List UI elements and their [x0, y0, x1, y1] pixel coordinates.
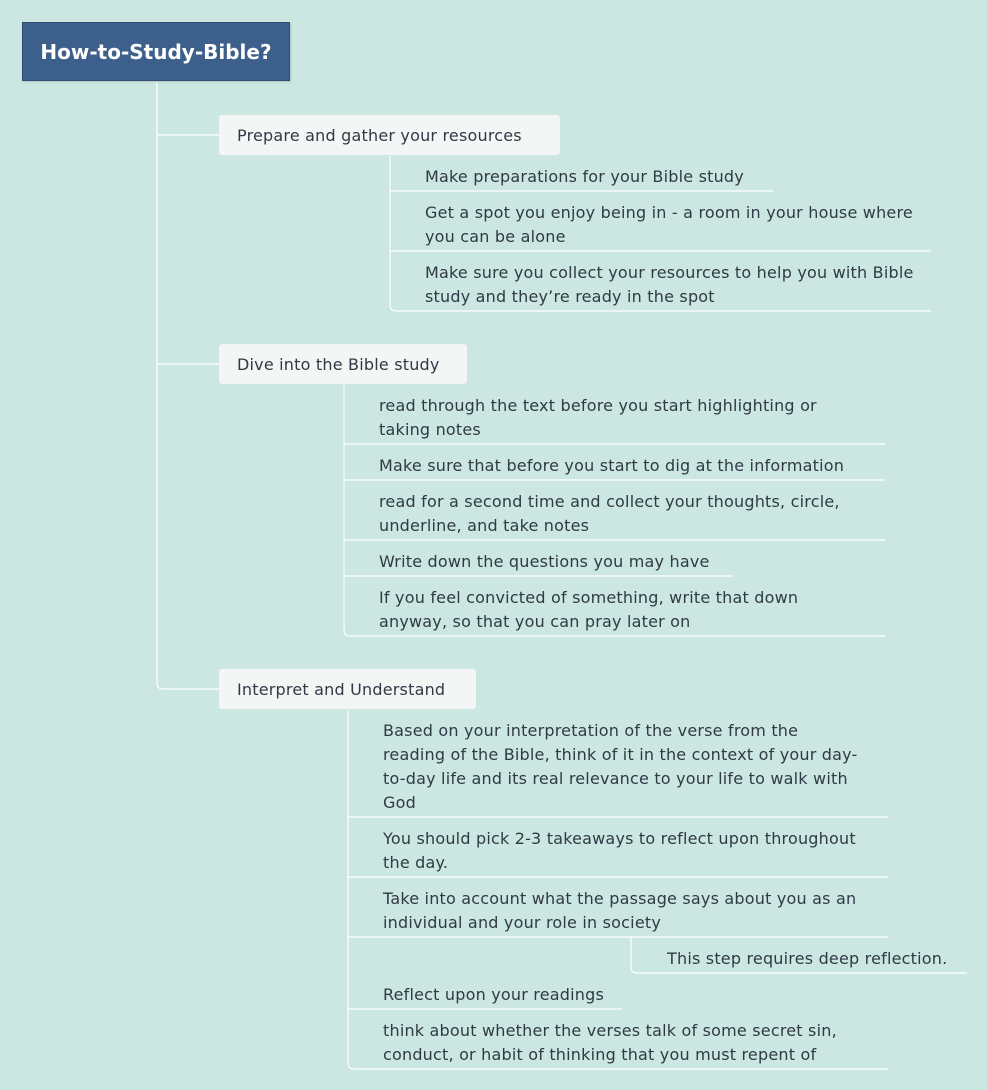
- topic-take-into-account[interactable]: Take into account what the passage says about you as an individual and your role in society: [383, 889, 857, 932]
- root-topic-label: How-to-Study-Bible?: [40, 39, 272, 64]
- topic-make-preparations[interactable]: Make preparations for your Bible study: [425, 167, 744, 186]
- subtopic-deep-reflection[interactable]: This step requires deep reflection.: [667, 949, 948, 968]
- branch-interpret-understand[interactable]: [219, 669, 476, 709]
- branch-prepare-resources[interactable]: [219, 115, 560, 155]
- topic-before-you-dig[interactable]: Make sure that before you start to dig at the information: [379, 456, 845, 475]
- root-topic[interactable]: [22, 22, 290, 81]
- branch-dive-into-study[interactable]: [219, 344, 467, 384]
- topic-secret-sin[interactable]: think about whether the verses talk of some secret sin, conduct, or habit of thinking that you must repent of: [383, 1021, 837, 1064]
- topic-pick-takeaways[interactable]: You should pick 2-3 takeaways to reflect upon throughout the day.: [383, 829, 856, 872]
- branch-label: Dive into the Bible study: [237, 354, 440, 374]
- topic-read-through-text[interactable]: read through the text before you start highlighting or taking notes: [379, 396, 817, 439]
- topic-reflect-upon-readings[interactable]: Reflect upon your readings: [383, 985, 605, 1004]
- connector-root-trunk: [157, 82, 219, 689]
- topic-collect-resources[interactable]: Make sure you collect your resources to help you with Bible study and they’re ready in the spot: [425, 263, 914, 306]
- topic-get-a-spot[interactable]: Get a spot you enjoy being in - a room in your house where you can be alone: [425, 203, 913, 246]
- branch-label: Prepare and gather your resources: [237, 125, 522, 145]
- branch-label: Interpret and Understand: [237, 679, 446, 699]
- topic-based-on-interpretation[interactable]: Based on your interpretation of the verse from the reading of the Bible, think of it in the context of your day-to-day life and its real relevance to your life to walk with God: [383, 721, 858, 812]
- topic-feel-convicted[interactable]: If you feel convicted of something, write that down anyway, so that you can pray later on: [379, 588, 799, 631]
- topic-read-second-time[interactable]: read for a second time and collect your thoughts, circle, underline, and take notes: [379, 492, 840, 535]
- topic-write-questions[interactable]: Write down the questions you may have: [379, 552, 710, 571]
